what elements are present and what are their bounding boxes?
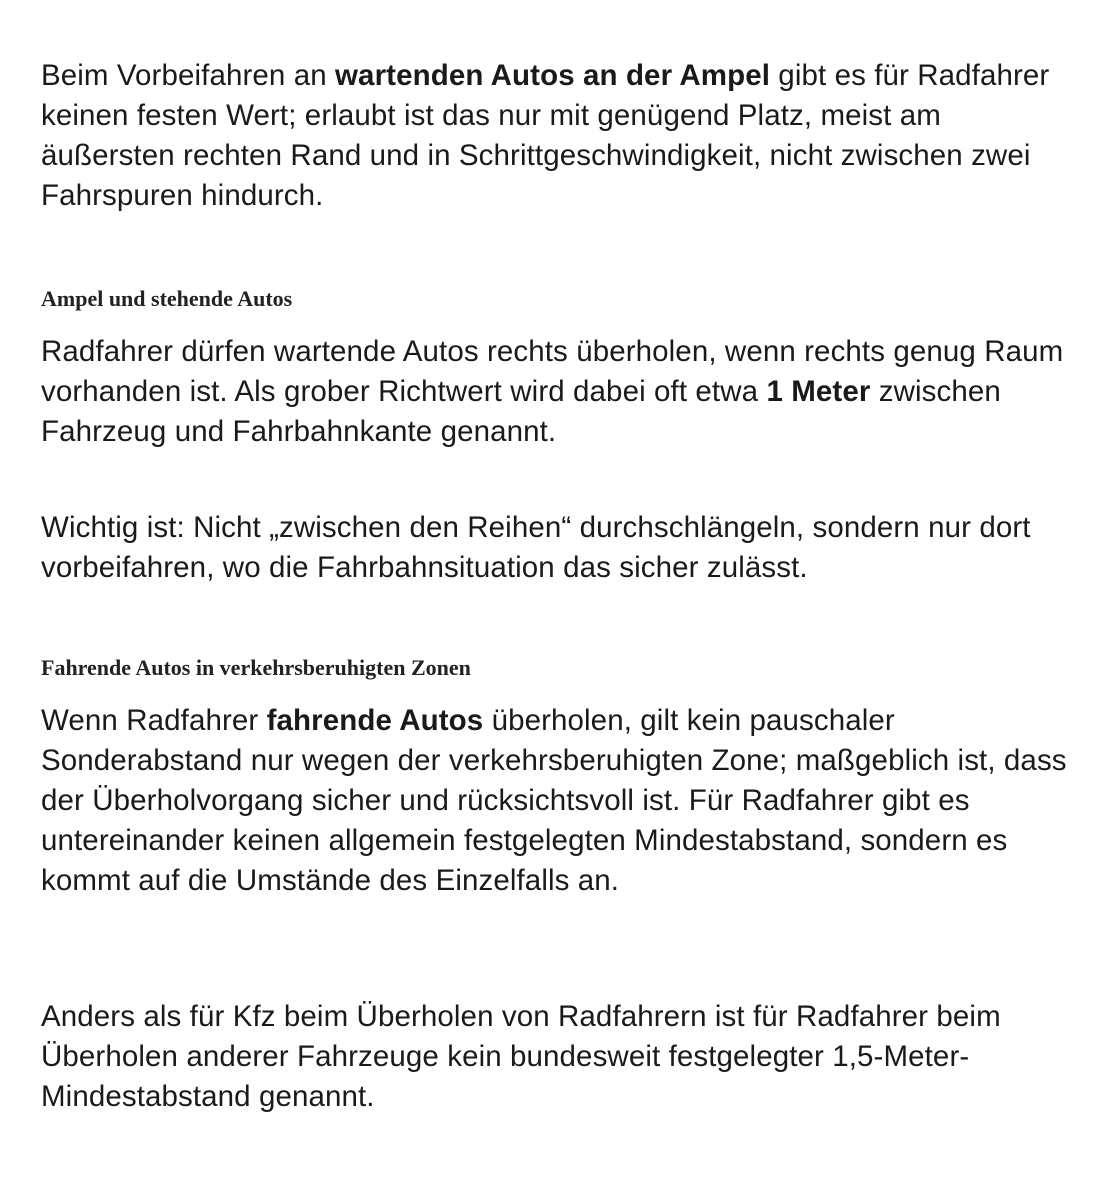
intro-emphasis: wartenden Autos an der Ampel	[335, 59, 771, 92]
intro-paragraph	[41, 56, 1071, 216]
section-heading-ampel: Ampel und stehende Autos	[41, 286, 293, 311]
zonen-paragraph	[41, 701, 1071, 901]
ampel-paragraph	[41, 332, 1071, 452]
intro-text-start: Beim Vorbeifahren an	[41, 59, 336, 92]
ampel-text-start: Radfahrer dürfen wartende Autos rechts überholen, wenn rechts genug Raum vorhanden ist. Als grober Richtwert wird dabei oft etwa	[41, 335, 1064, 408]
ampel-text-end: zwischen Fahrzeug und Fahrbahnkante genannt.	[41, 375, 1001, 448]
section-heading-zonen: Fahrende Autos in verkehrsberuhigten Zonen	[41, 655, 471, 680]
intro-text-end: gibt es für Radfahrer keinen festen Wert; erlaubt ist das nur mit genügend Platz, meist am äußersten rechten Rand und in Schrittgeschwindigkeit, nicht zwischen zwei Fahrspuren hindurch.	[41, 59, 1050, 212]
zonen-emphasis: fahrende Autos	[266, 704, 484, 737]
ampel-emphasis: 1 Meter	[766, 375, 871, 408]
ampel-note-paragraph: Wichtig ist: Nicht „zwischen den Reihen“ durchschlängeln, sondern nur dort vorbeifahren, wo die Fahrbahnsituation das sicher zulässt.	[41, 511, 1031, 584]
zonen-note-paragraph: Anders als für Kfz beim Überholen von Radfahrern ist für Radfahrer beim Überholen anderer Fahrzeuge kein bundesweit festgelegter 1,5-Meter-Mindestabstand genannt.	[41, 1000, 1001, 1113]
zonen-text-end: überholen, gilt kein pauschaler Sonderabstand nur wegen der verkehrsberuhigten Zone; maßgeblich ist, dass der Überholvorgang sicher und rücksichtsvoll ist. Für Radfahrer gibt es untereinander keinen allgemein festgelegten Mindestabstand, sondern es kommt auf die Umstände des Einzelfalls an.	[41, 704, 1067, 897]
zonen-text-start: Wenn Radfahrer	[41, 704, 267, 737]
